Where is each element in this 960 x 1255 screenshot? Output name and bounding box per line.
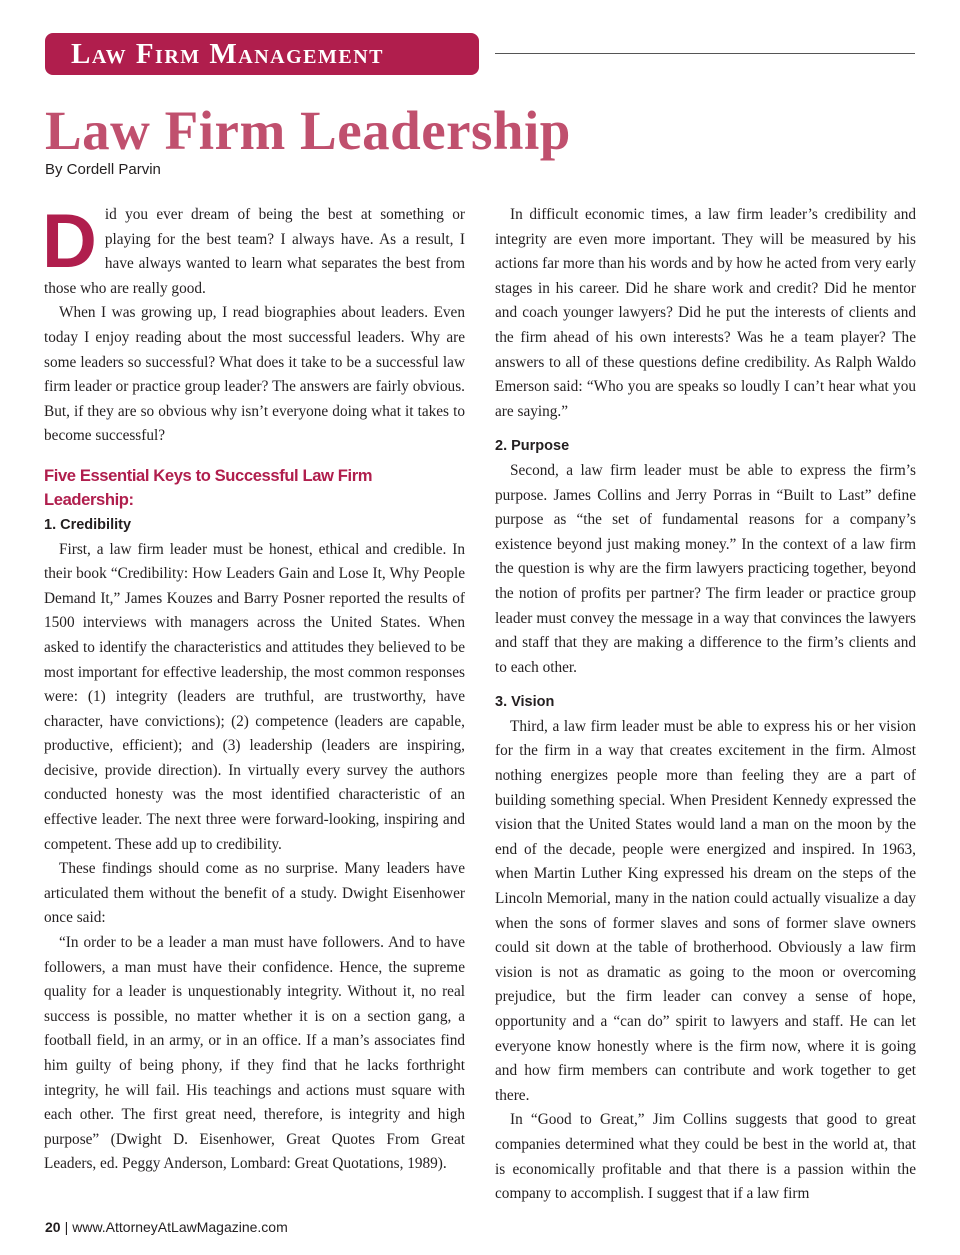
page-number: 20 bbox=[45, 1219, 61, 1235]
header-rule bbox=[495, 53, 915, 54]
vision-paragraph-2: In “Good to Great,” Jim Collins suggests that good to great companies determined what they could be best in the world at, that is economically profitable and that there is a passion within the company to accomplish. I suggest that if a law firm bbox=[495, 1111, 916, 1203]
purpose-paragraph: Second, a law firm leader must be able to express the firm’s purpose. James Collins and Jerry Porras in “Built to Last” define purpose as “the set of fundamental reasons for a company’s existence beyond just making money.” In the context of a law firm the question is why are the firm lawyers practicing together, beyond the notion of profits per partner? The firm leader or practice group leader must convey the message in a way that convinces the lawyers and staff that they are making a difference to the firm’s clients and to each other. bbox=[495, 461, 916, 676]
drop-cap: D bbox=[42, 199, 97, 284]
intro-paragraph-text: id you ever dream of being the best at something or playing for the best team? I always have. As a result, I have always wanted to learn what separates the best from those who are really good. bbox=[44, 206, 465, 297]
vision-heading: 3. Vision bbox=[495, 694, 555, 711]
eisenhower-quote: “In order to be a leader a man must have followers. And to have followers, a man must have their confidence. Hence, the supreme quality for a leader is unquestionably integrity. Without it, no real success is possible, no matter whether it is on a section gang, a football field, in an army, or in an office. If a man’s associates find him guilty of being phony, if they find that he lacks forthright integrity, he will fail. His teachings and actions must square with each other. The first great need, therefore, is integrity and high purpose” (Dwight D. Eisenhower, Great Quotes From Great Leaders, ed. Peggy Anderson, Lombard: Great Quotations, 1989). bbox=[44, 934, 465, 1173]
website-link[interactable]: www.AttorneyAtLawMagazine.com bbox=[72, 1219, 288, 1235]
intro-paragraph-2: When I was growing up, I read biographies about leaders. Even today I enjoy reading about the most successful leaders. Why are some leaders so successful? What does it take to be a successful law firm leader or practice group leader? The answers are fairly obvious. But, if they are so obvious why isn’t everyone doing what it takes to become successful? bbox=[44, 304, 465, 445]
byline: By Cordell Parvin bbox=[45, 161, 161, 178]
section-banner: Law Firm Management bbox=[45, 33, 479, 75]
left-column bbox=[42, 199, 465, 1177]
credibility-paragraph-1: First, a law firm leader must be honest, ethical and credible. In their book “Credibility: How Leaders Gain and Lose It, Why People Demand It,” James Kouzes and Barry Posner reported the results of 1500 interviews with managers across the United States. When asked to identify the characteristics and attitudes they believed to be most important for effective leadership, the most common responses were: (1) integrity (leaders are truthful, are trustworthy, have character, have convictions); (2) competence (leaders are capable, productive, efficient); and (3) leadership (leaders are inspiring, decisive, provide direction). In virtually every survey the authors conducted honesty was the most identified characteristic of an effective leader. The next three were forward-looking, inspiring and competent. These add up to credibility. bbox=[44, 540, 465, 853]
vision-paragraph-1: Third, a law firm leader must be able to express his or her vision for the firm in a way that creates excitement in the firm. Almost nothing energizes people more than feeling they are a part of building something special. When President Kennedy expressed the vision that the United States would land a man on the moon by the end of the decade, people were energized and inspired. In 1963, when Martin Luther King expressed his dream on the steps of the Lincoln Memorial, many in the nation could actually visualize a day when the sons of former slaves and sons of former slave owners could sit down at the table of brotherhood. Obviously a law firm vision is not as dramatic as going to the moon or overcoming prejudice, but the firm leader can convey a sense of hope, opportunity and a “can do” spirit to lawyers and staff. He can let everyone know honestly where is the firm now, where it is going and how firm members can contribute and work together to get there. bbox=[495, 717, 916, 1104]
credibility-paragraph-2: These findings should come as no surprise. Many leaders have articulated them without the benefit of a study. Dwight Eisenhower once said: bbox=[44, 860, 465, 927]
right-column bbox=[495, 203, 916, 1207]
section-heading: Five Essential Keys to Successful Law Firm Leadership: bbox=[44, 465, 373, 509]
page-footer bbox=[45, 1219, 288, 1235]
credibility-paragraph-3: In difficult economic times, a law firm leader’s credibility and integrity are even more important. They will be measured by his actions far more than his words and by how he acted from very early stages in his career. Did he share work and credit? Did he mentor and coach younger lawyers? Did he put the interests of clients and the firm ahead of his own interests? Was he a team player? The answers to all of these questions define credibility. As Ralph Waldo Emerson said: “Who you are speaks so loudly I can’t hear what you are saying.” bbox=[495, 206, 916, 420]
credibility-heading: 1. Credibility bbox=[44, 516, 132, 533]
purpose-heading: 2. Purpose bbox=[495, 438, 570, 455]
footer-separator: | bbox=[64, 1219, 69, 1235]
article-title: Law Firm Leadership bbox=[45, 100, 571, 161]
intro-paragraph bbox=[42, 199, 465, 301]
